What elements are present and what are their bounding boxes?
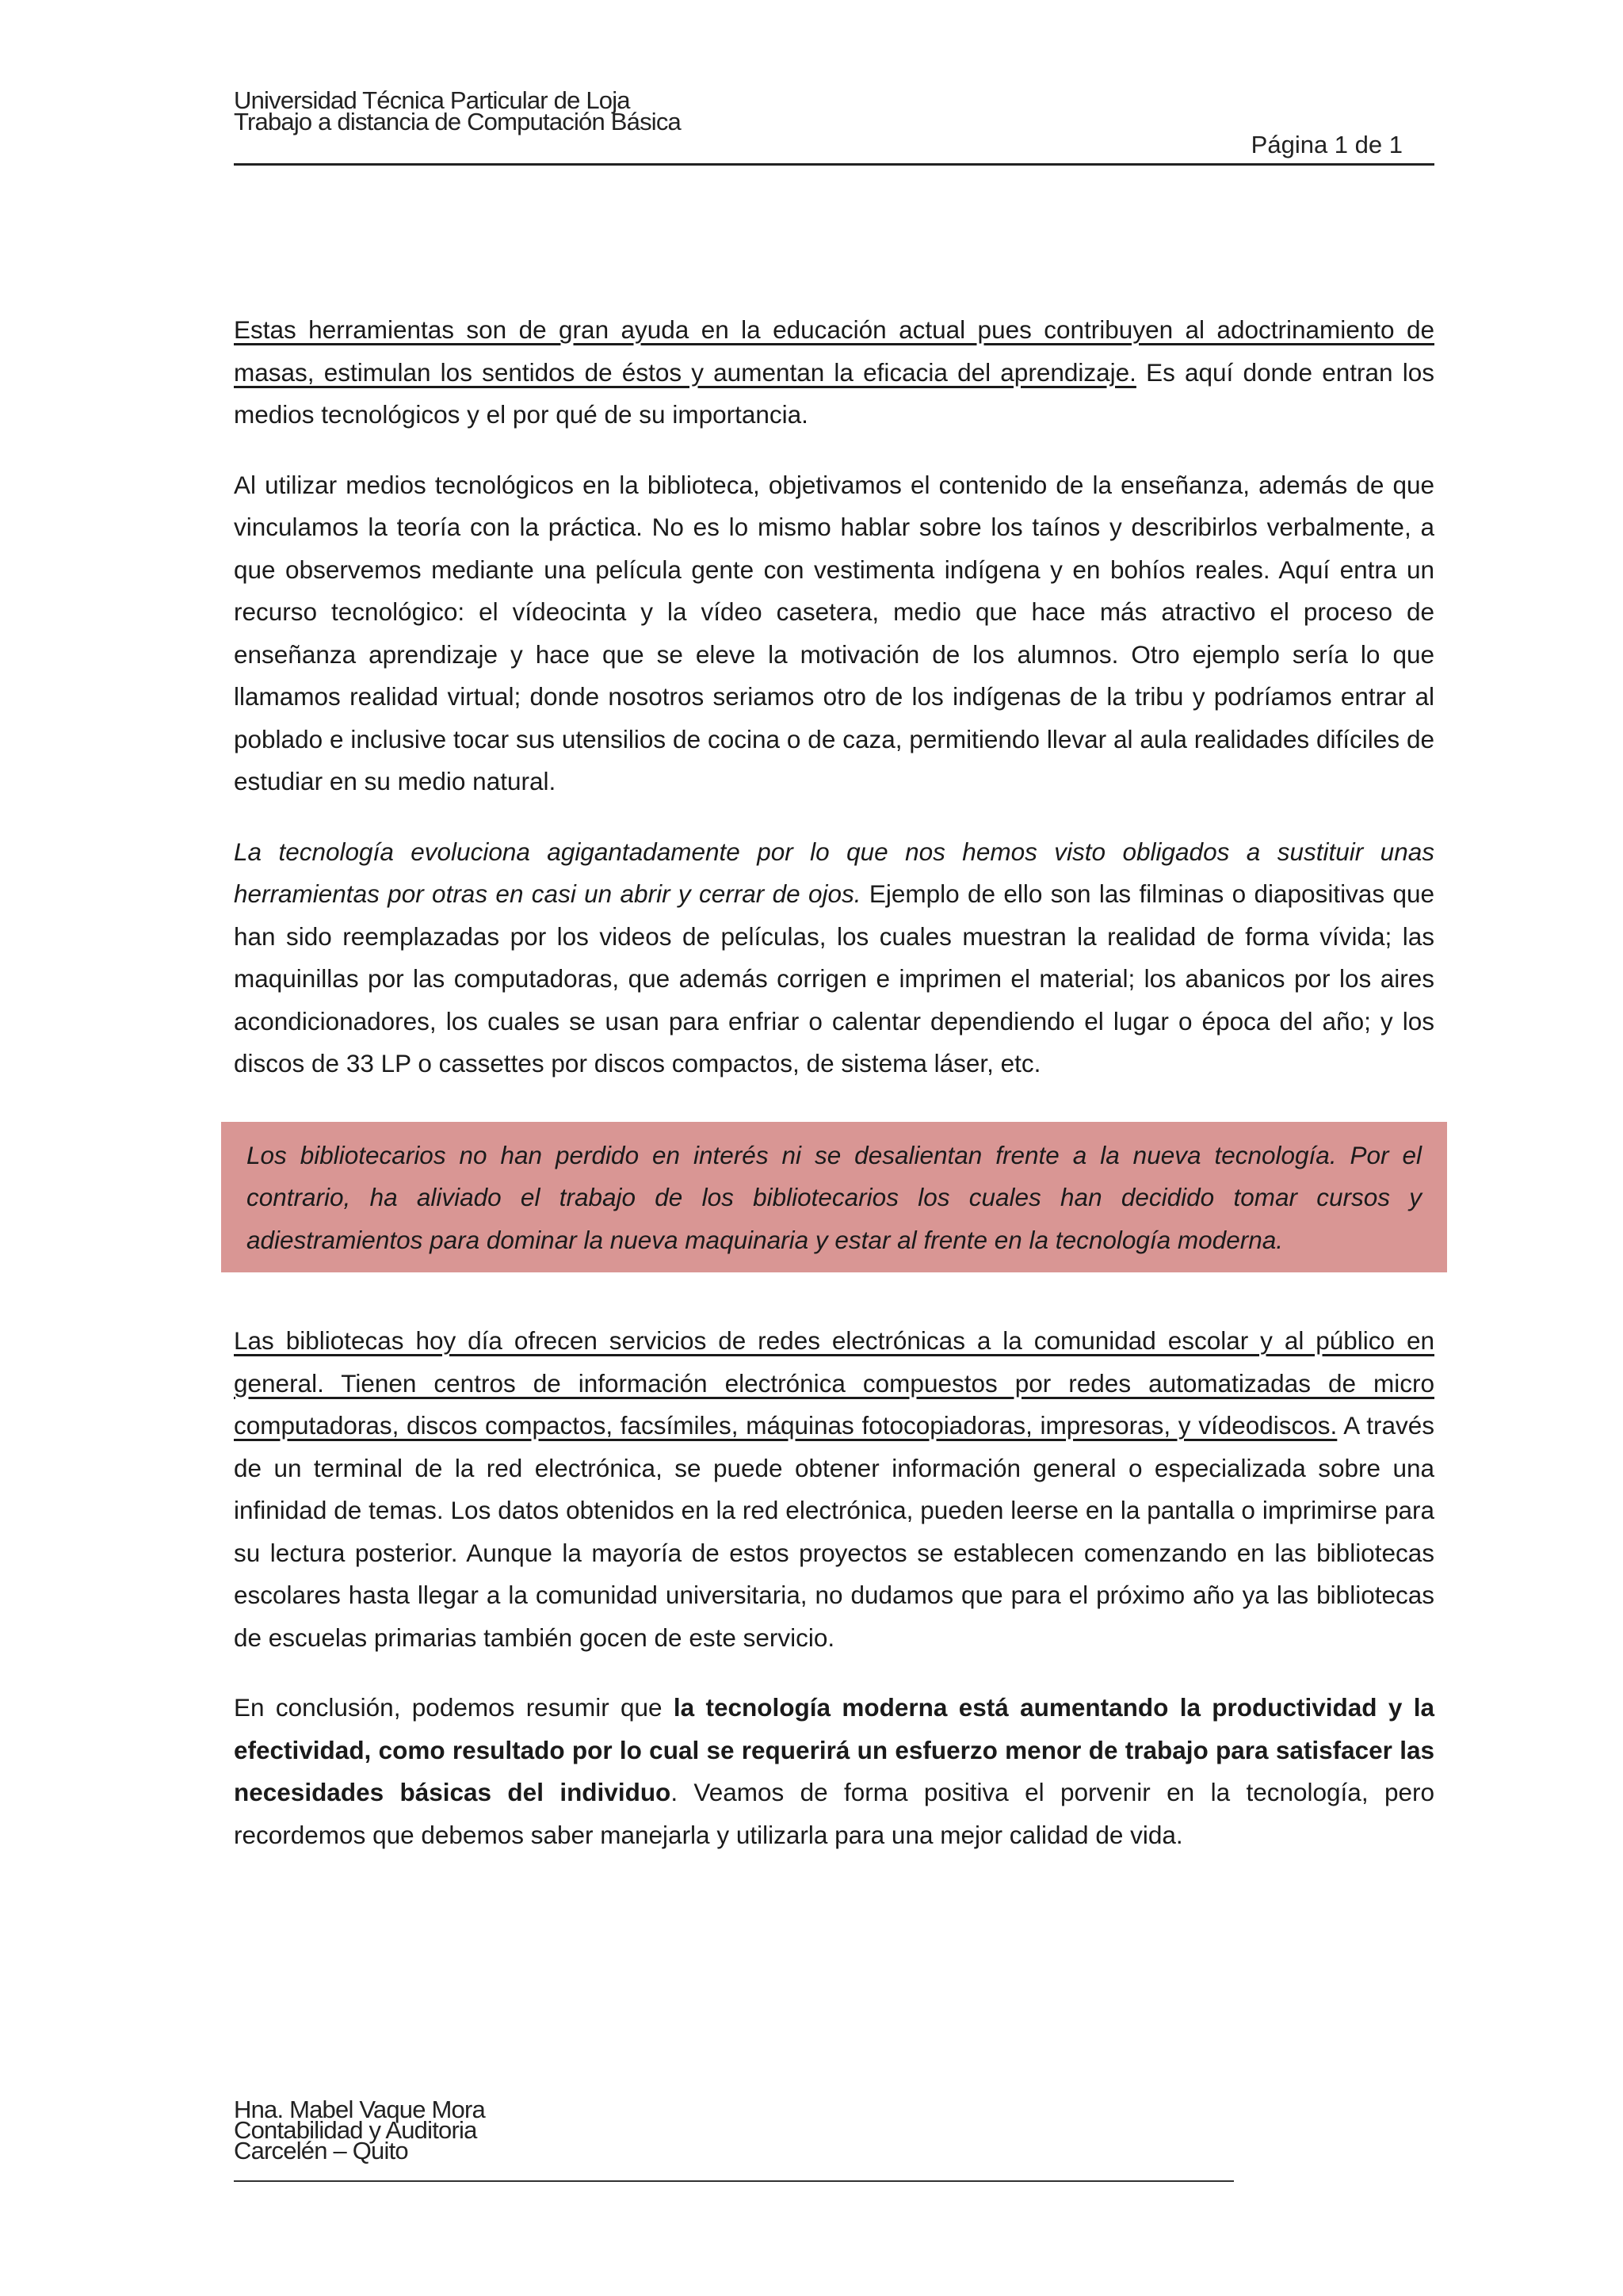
paragraph-3-rest: Ejemplo de ello son las filminas o diapositivas que han sido reemplazadas por los videos de películas, los cuales muestran la realidad de forma vívida; las maquinillas por las computadoras, que además corrigen e imprimen el material; los abanicos por los aires acondicionadores, los cuales se usan para enfriar o calentar dependiendo el lugar o época del año; y los discos de 33 LP o cassettes por discos compactos, de sistema láser, etc.: [234, 879, 1434, 1077]
paragraph-5-intro: En conclusión, podemos resumir que: [234, 1693, 674, 1722]
paragraph-5-bold: la tecnología moderna está aumentando la productividad y la efectividad, como resultado por lo cual se requerirá un esfuerzo menor de trabajo para satisfacer las necesidades básicas del individuo: [234, 1693, 1434, 1806]
paragraph-5: [234, 1687, 1434, 1856]
header-university: Universidad Técnica Particular de Loja: [234, 86, 630, 114]
footer-program: Contabilidad y Auditoria: [234, 2116, 477, 2144]
callout-text: Los bibliotecarios no han perdido en interés ni se desalientan frente a la nueva tecnología. Por el contrario, ha aliviado el trabajo de los bibliotecarios los cuales han decidido tomar cursos y adiestramientos para dominar la nueva maquinaria y estar al frente en la tecnología moderna.: [246, 1140, 1422, 1254]
paragraph-4-rest: A través de un terminal de la red electrónica, se puede obtener información general o especializada sobre una infinidad de temas. Los datos obtenidos en la red electrónica, pueden leerse en la pantalla o imprimirse para su lectura posterior. Aunque la mayoría de estos proyectos se establecen comenzando en las bibliotecas escolares hasta llegar a la comunidad universitaria, no dudamos que para el próximo año ya las bibliotecas de escuelas primarias también gocen de este servicio.: [234, 1411, 1434, 1652]
paragraph-5-rest: . Veamos de forma positiva el porvenir en la tecnología, pero recordemos que debemos saber manejarla y utilizarla para una mejor calidad de vida.: [234, 1778, 1434, 1849]
page-number: Página 1 de 1: [1251, 131, 1403, 158]
paragraph-3: [234, 831, 1434, 1085]
highlighted-callout: [221, 1122, 1447, 1273]
document-body: [234, 309, 1434, 1884]
paragraph-4-underlined: Las bibliotecas hoy día ofrecen servicios de redes electrónicas a la comunidad escolar y al público en general. Tienen centros de información electrónica compuestos por redes automatizadas de micro computadoras, discos compactos, facsímiles, máquinas fotocopiadoras, impresoras, y vídeodiscos.: [234, 1326, 1434, 1440]
page-footer: [234, 2098, 1234, 2182]
page-header: [234, 86, 1434, 166]
footer-location: Carcelén – Quito: [234, 2137, 408, 2164]
paragraph-2: Al utilizar medios tecnológicos en la biblioteca, objetivamos el contenido de la enseñanza, además de que vinculamos la teoría con la práctica. No es lo mismo hablar sobre los taínos y describirlos verbalmente, a que observemos mediante una película gente con vestimenta indígena y en bohíos reales. Aquí entra un recurso tecnológico: el vídeocinta y la vídeo casetera, medio que hace más atractivo el proceso de enseñanza aprendizaje y hace que se eleve la motivación de los alumnos. Otro ejemplo sería lo que llamamos realidad virtual; donde nosotros seriamos otro de los indígenas de la tribu y podríamos entrar al poblado e inclusive tocar sus utensilios de cocina o de caza, permitiendo llevar al aula realidades difíciles de estudiar en su medio natural.: [234, 470, 1434, 795]
footer-author: Hna. Mabel Vaque Mora: [234, 2096, 485, 2123]
paragraph-1-underlined: Estas herramientas son de gran ayuda en la educación actual pues contribuyen al adoctrinamiento de masas, estimulan los sentidos de éstos y aumentan la eficacia del aprendizaje.: [234, 315, 1434, 387]
header-course: Trabajo a distancia de Computación Básica: [234, 108, 681, 135]
paragraph-4: [234, 1320, 1434, 1659]
paragraph-3-italic: La tecnología evoluciona agigantadamente por lo que nos hemos visto obligados a sustituir unas herramientas por otras en casi un abrir y cerrar de ojos.: [234, 837, 1434, 908]
paragraph-1: [234, 309, 1434, 437]
paragraph-1-rest: Es aquí donde entran los medios tecnológicos y el por qué de su importancia.: [234, 357, 1434, 429]
